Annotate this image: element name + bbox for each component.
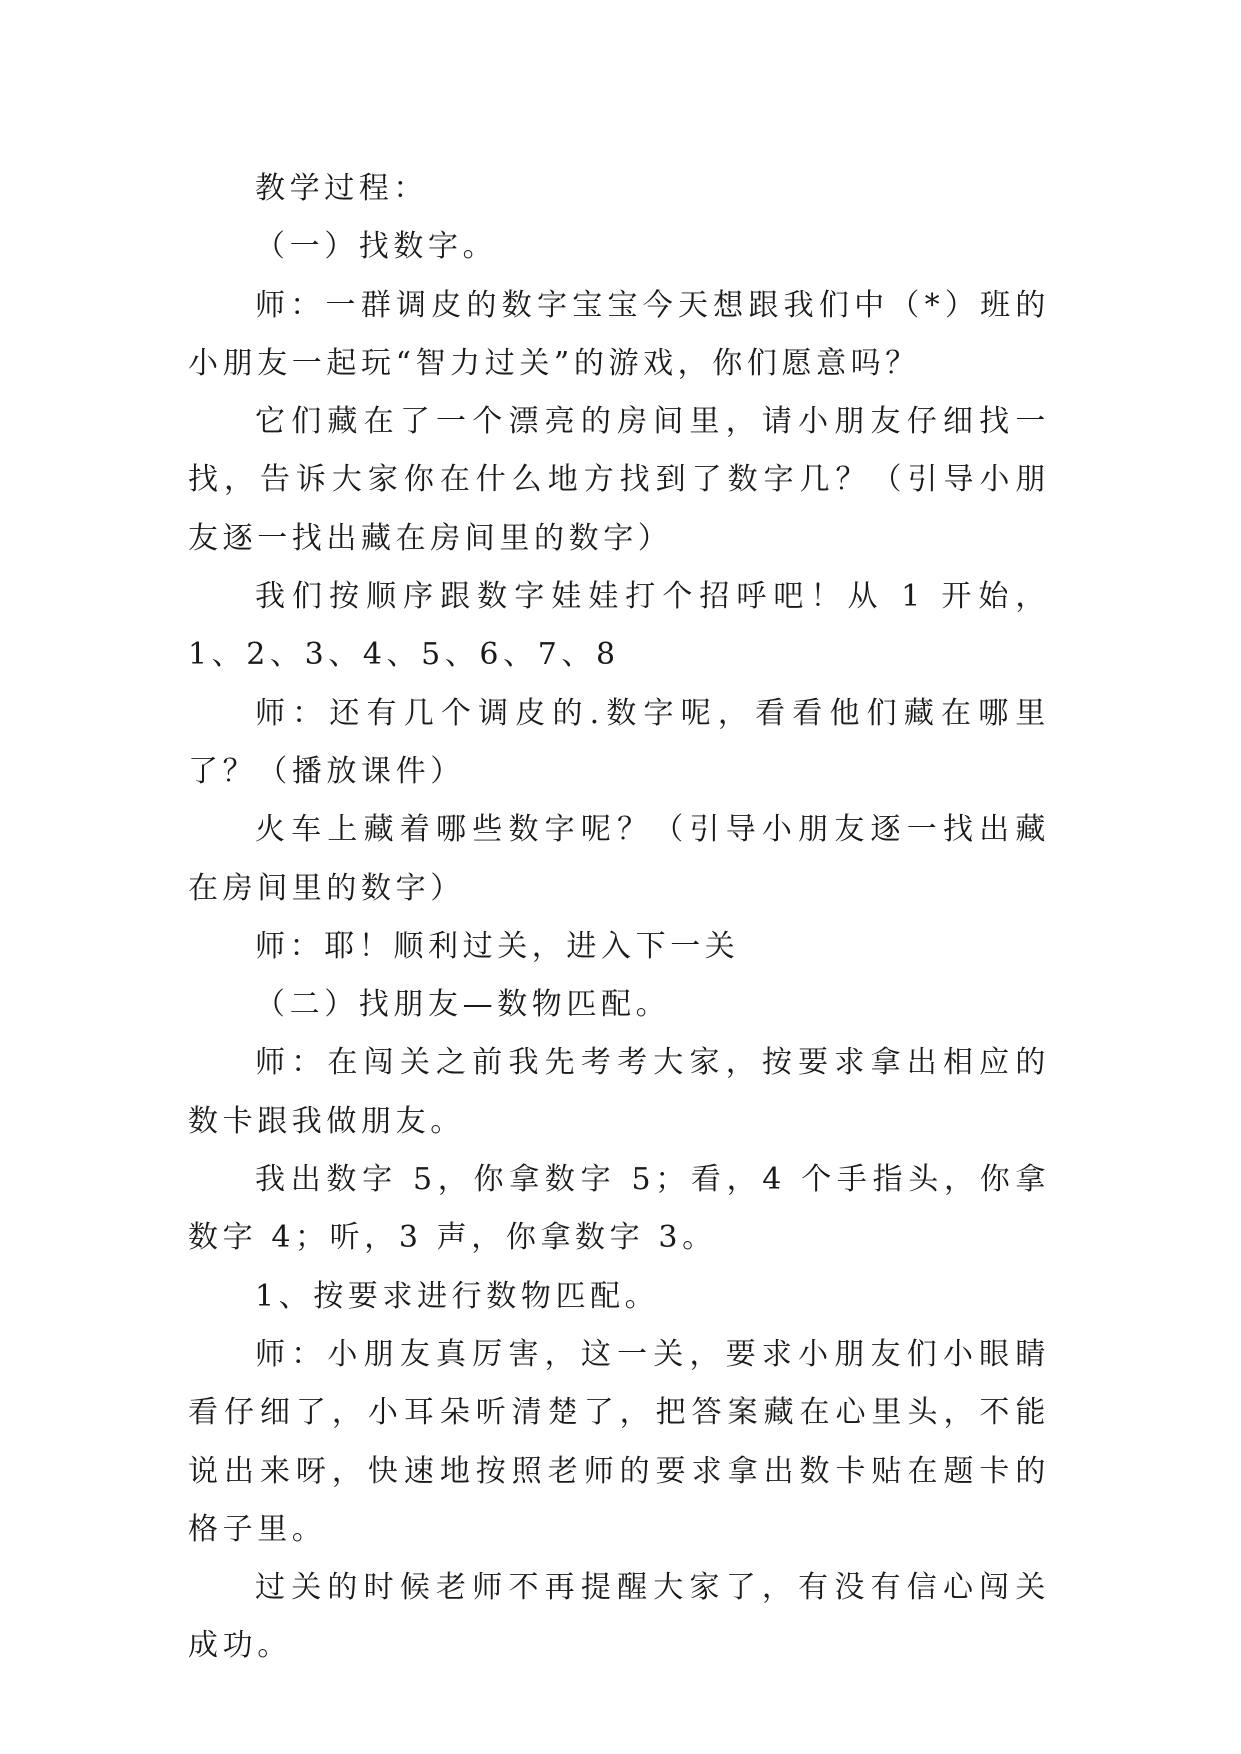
paragraph-level-passed: 师：耶！顺利过关，进入下一关: [255, 928, 740, 964]
paragraph-step-one: 1、按要求进行数物匹配。: [255, 1278, 660, 1314]
heading-teaching-process: 教学过程：: [255, 171, 428, 206]
paragraph-intro: 师：一群调皮的数字宝宝今天想跟我们中（*）班的小朋友一起玩“智力过关”的游戏，你们愿意吗？: [188, 287, 1050, 381]
document-body: [188, 160, 1050, 1676]
paragraph-more-numbers: 师：还有几个调皮的.数字呢，看看他们藏在哪里了？（播放课件）: [188, 695, 1050, 789]
paragraph-train-numbers: 火车上藏着哪些数字呢？（引导小朋友逐一找出藏在房间里的数字）: [188, 812, 1050, 906]
section-find-friends: （二）找朋友—数物匹配。: [255, 987, 671, 1023]
paragraph-quiz-intro: 师：在闯关之前我先考考大家，按要求拿出相应的数卡跟我做朋友。: [188, 1045, 1050, 1139]
paragraph-confidence: 过关的时候老师不再提醒大家了，有没有信心闯关成功。: [188, 1570, 1050, 1664]
paragraph-hidden-room: 它们藏在了一个漂亮的房间里，请小朋友仔细找一找，告诉大家你在什么地方找到了数字几？（引导小朋友逐一找出藏在房间里的数字）: [188, 404, 1050, 556]
paragraph-number-matching: 我出数字 5，你拿数字 5；看，4 个手指头，你拿数字 4；听，3 声，你拿数字 3。: [188, 1162, 1050, 1256]
paragraph-instructions: 师：小朋友真厉害，这一关，要求小朋友们小眼睛看仔细了，小耳朵听清楚了，把答案藏在心里头，不能说出来呀，快速地按照老师的要求拿出数卡贴在题卡的格子里。: [188, 1336, 1050, 1547]
paragraph-greet-numbers: 我们按顺序跟数字娃娃打个招呼吧！从 1 开始，1、2、3、4、5、6、7、8: [188, 579, 1050, 673]
section-find-numbers: （一）找数字。: [255, 229, 498, 265]
